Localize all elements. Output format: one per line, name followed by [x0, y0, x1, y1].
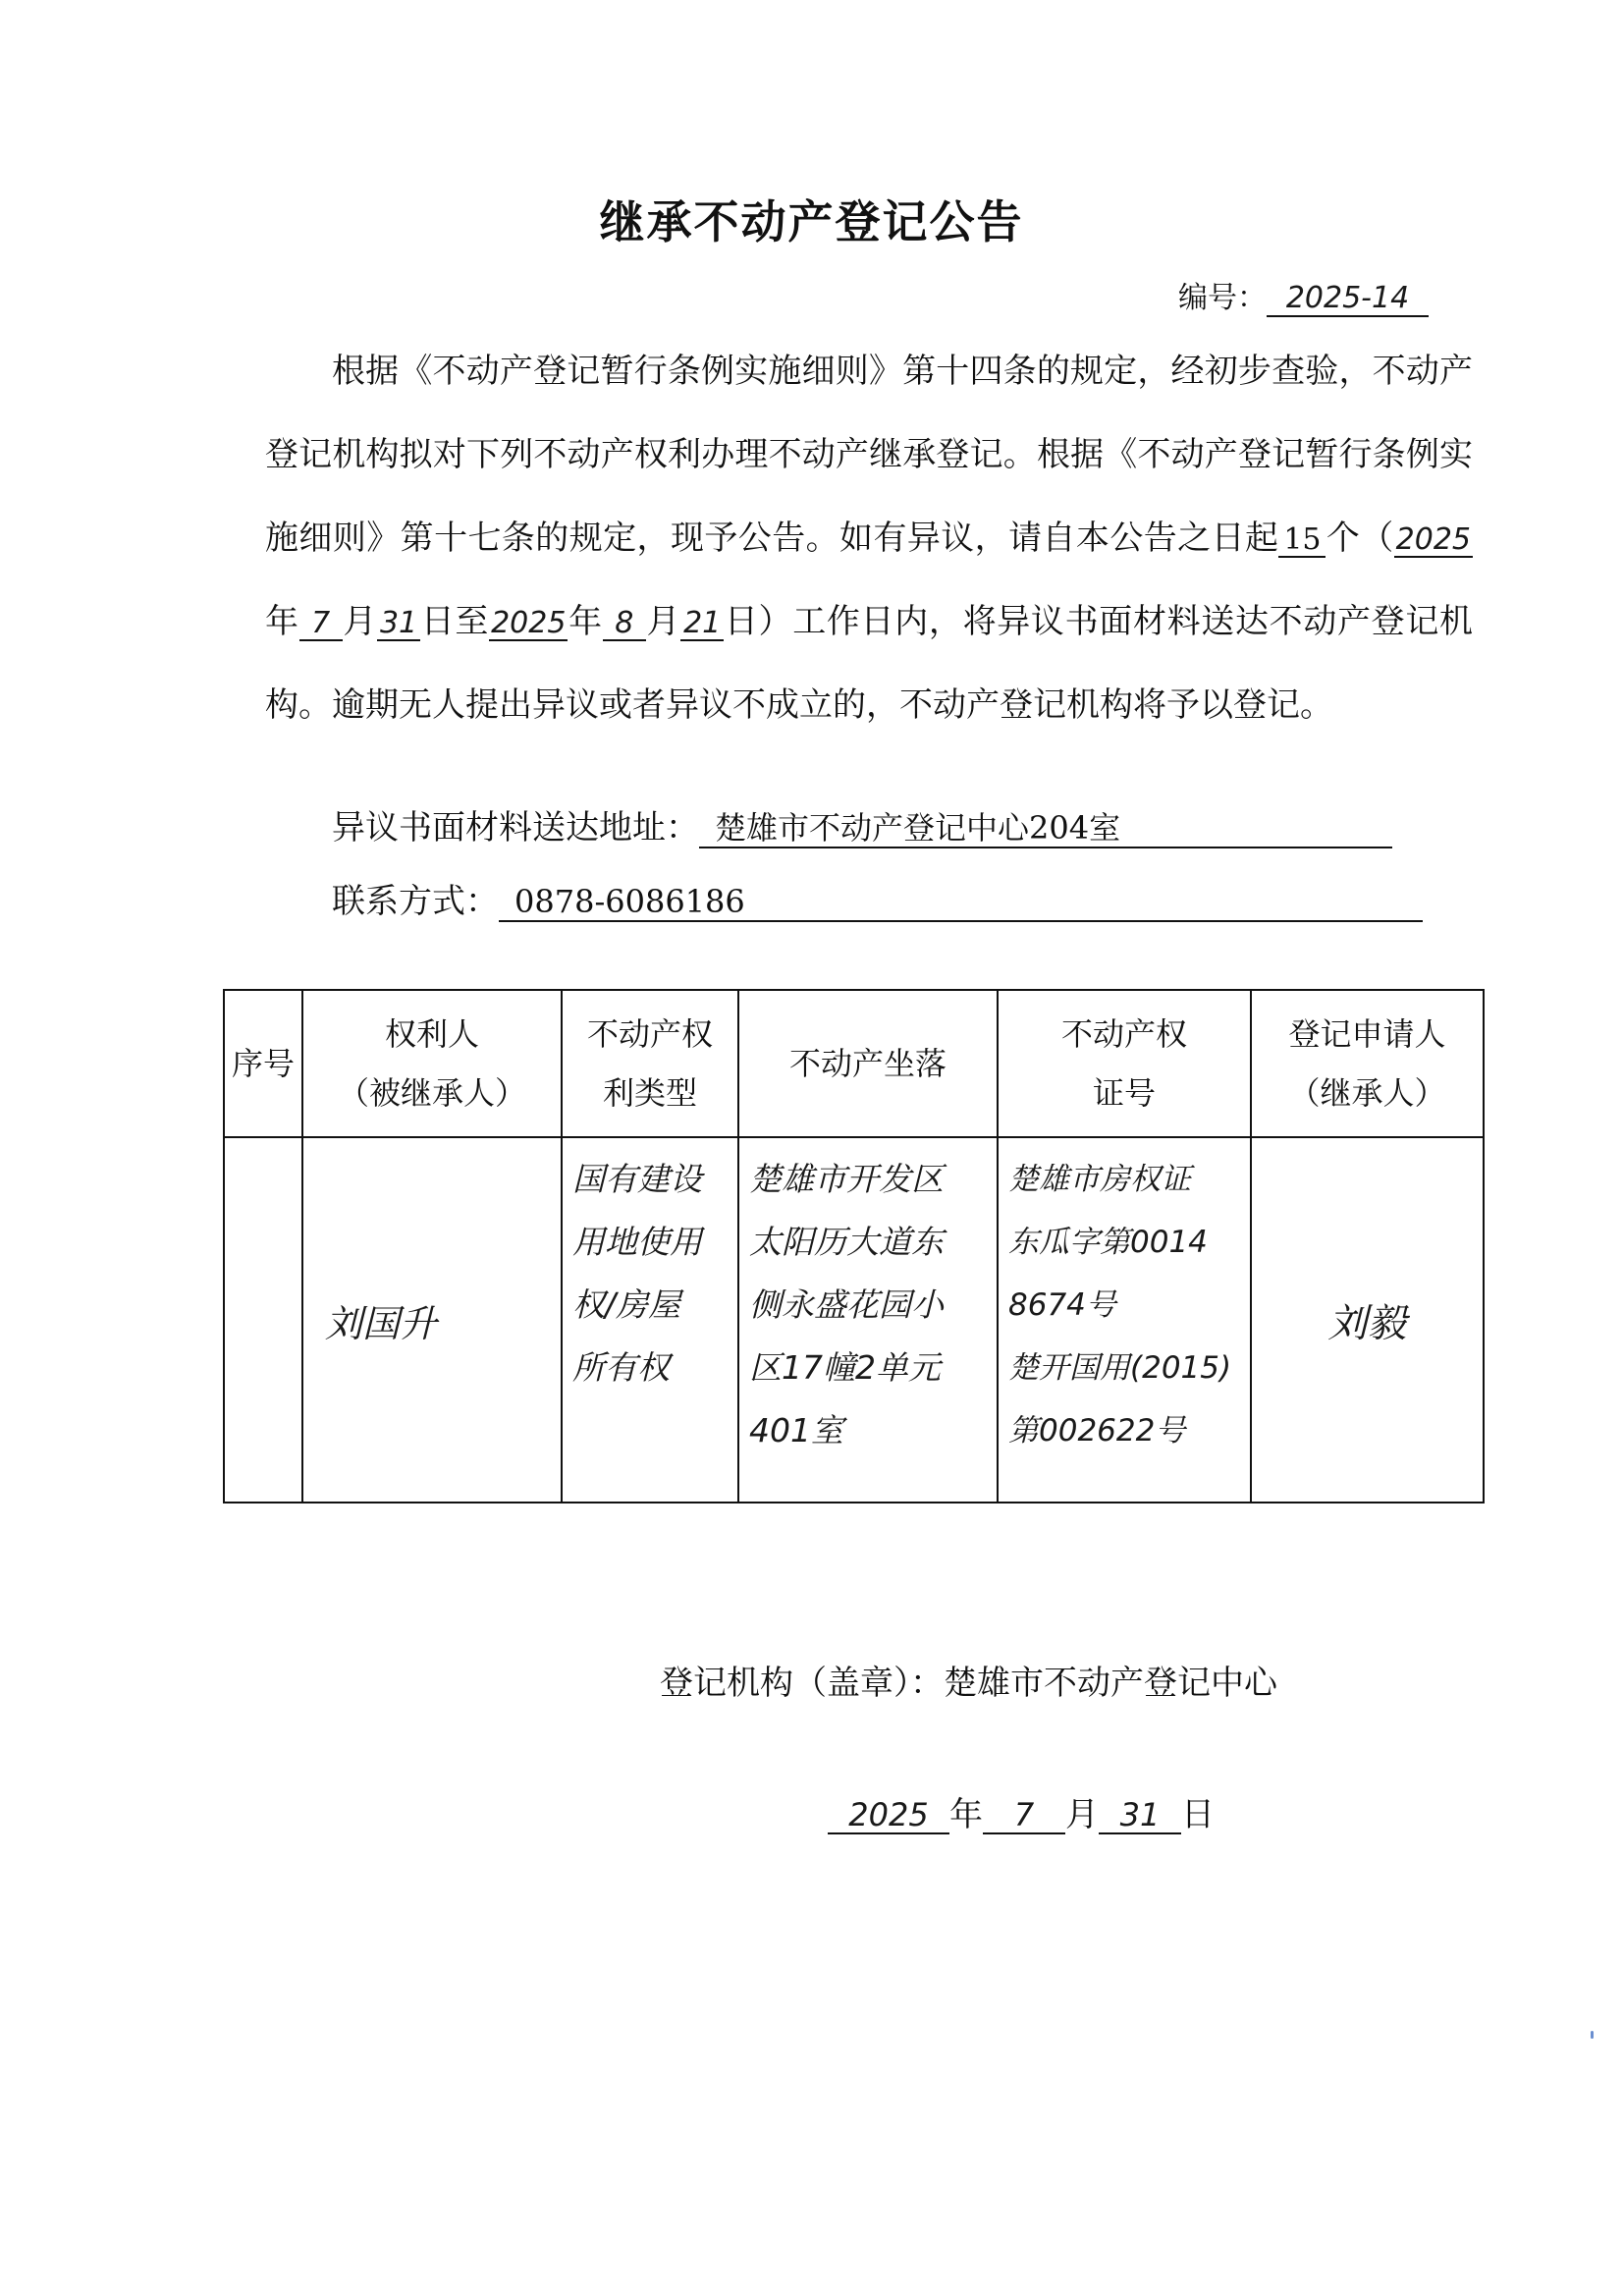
authority-label: 登记机构（盖章）：: [660, 1664, 944, 1703]
month-char: 月: [1065, 1795, 1099, 1834]
header-seq: 序号: [224, 990, 302, 1137]
authority-value: 楚雄市不动产登记中心: [944, 1664, 1277, 1703]
address-value: 楚雄市不动产登记中心204室: [699, 809, 1392, 848]
row-holder: 刘国升: [302, 1137, 562, 1503]
day-char: 日: [724, 602, 759, 641]
row-right-type: 国有建设 用地使用 权/房屋 所有权: [562, 1137, 738, 1503]
header-certificate: 不动产权 证号: [998, 990, 1251, 1137]
year-char: 年: [568, 602, 603, 641]
header-holder: 权利人 （被继承人）: [302, 990, 562, 1137]
contact-line: [332, 874, 1423, 922]
header-location: 不动产坐落: [738, 990, 998, 1137]
year-char: 年: [265, 602, 299, 641]
date-day-value: 31: [1099, 1798, 1181, 1834]
end-day-value: 21: [680, 607, 724, 641]
registration-authority: [660, 1656, 1277, 1704]
document-number-value: 2025-14: [1267, 281, 1429, 317]
address-label: 异议书面材料送达地址：: [332, 808, 699, 847]
start-day-value: 31: [377, 607, 420, 641]
scan-speck: [1591, 2031, 1594, 2039]
end-month-value: 8: [603, 607, 646, 641]
address-line: [332, 800, 1392, 848]
contact-value: 0878-6086186: [499, 883, 1423, 922]
row-applicant: 刘毅: [1251, 1137, 1484, 1503]
row-certificate: 楚雄市房权证 东瓜字第0014 8674号 楚开国用(2015) 第002622号: [998, 1137, 1251, 1503]
row-location: 楚雄市开发区 太阳历大道东 侧永盛花园小 区17幢2单元 401室: [738, 1137, 998, 1503]
document-title: 继承不动产登记公告: [599, 195, 1024, 248]
announcement-date: [828, 1787, 1215, 1835]
start-month-value: 7: [299, 607, 343, 641]
day-to-char: 日至: [420, 602, 490, 641]
end-year-value: 2025: [491, 606, 567, 640]
document-number-label: 编号：: [1178, 281, 1267, 315]
header-applicant: 登记申请人 （继承人）: [1251, 990, 1484, 1137]
header-right-type: 不动产权 利类型: [562, 990, 738, 1137]
announcement-paragraph: [265, 330, 1473, 747]
month-char: 月: [645, 602, 681, 641]
days-value: 15: [1278, 523, 1325, 558]
document-number: [1178, 273, 1429, 317]
year-char: 年: [949, 1795, 983, 1834]
registration-table: [223, 989, 1485, 1503]
table-row: [224, 1137, 1484, 1503]
month-char: 月: [342, 602, 378, 641]
day-char: 日: [1181, 1795, 1215, 1834]
table-header-row: [224, 990, 1484, 1137]
row-seq: [224, 1137, 302, 1503]
paragraph-text-1: 根据《不动产登记暂行条例实施细则》第十四条的规定，经初步查验，不动产登记机构拟对下列不动产权利办理不动产继承登记。根据《不动产登记暂行条例实施细则》第十七条的规定，现予公告。如有异议，请自本公告之日起: [265, 352, 1473, 558]
paragraph-text-3: ）工作日内，将异议书面材料送达不动产登记机构。逾期无人提出异议或者异议不成立的，不动产登记机构将予以登记。: [265, 602, 1474, 725]
date-year-value: 2025: [828, 1798, 949, 1834]
date-month-value: 7: [983, 1798, 1065, 1834]
paragraph-text-2: 个（: [1325, 519, 1394, 558]
contact-label: 联系方式：: [332, 882, 499, 921]
start-year-value: 2025: [1395, 522, 1472, 557]
